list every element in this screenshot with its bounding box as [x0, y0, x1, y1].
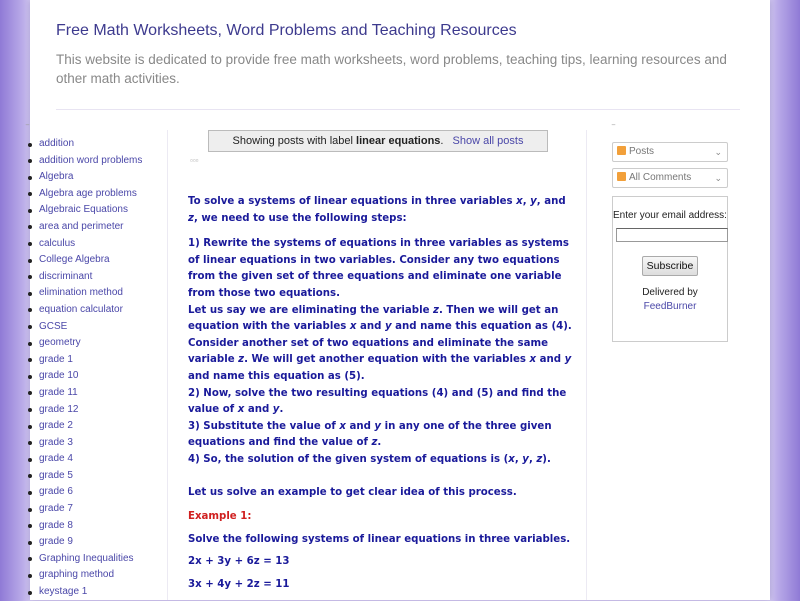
- header-divider: [56, 109, 740, 110]
- main-content: [188, 130, 578, 593]
- labels-list: [26, 136, 168, 601]
- post-step-4: 4) So, the solution of the given system of equations is (x, y, z).: [188, 453, 551, 465]
- feedburner-link[interactable]: FeedBurner: [643, 301, 697, 312]
- delivered-by-text: Delivered by: [642, 287, 698, 298]
- delivered-by: [613, 286, 727, 314]
- equation-2: 3x + 4y + 2z = 11: [188, 578, 290, 590]
- label-link[interactable]: grade 7: [26, 501, 168, 518]
- subscribe-button[interactable]: Subscribe: [642, 256, 699, 276]
- status-suffix: .: [440, 135, 444, 147]
- label-link[interactable]: addition: [26, 136, 168, 153]
- site-description: This website is dedicated to provide free math worksheets, word problems, teaching tips, learning resources and other math activities.: [56, 52, 727, 86]
- status-prefix: Showing posts with label: [232, 135, 353, 147]
- column-divider: [167, 130, 168, 600]
- equation-1: 2x + 3y + 6z = 13: [188, 556, 290, 568]
- label-link[interactable]: grade 12: [26, 402, 168, 419]
- email-prompt: Enter your email address:: [613, 210, 727, 221]
- label-link[interactable]: Algebra age problems: [26, 186, 168, 203]
- label-link[interactable]: grade 5: [26, 468, 168, 485]
- label-link[interactable]: area and perimeter: [26, 219, 168, 236]
- post-intro: To solve a systems of linear equations in three variables x, y, and z, we need to use the following steps:: [188, 196, 566, 224]
- subscribe-sidebar: [612, 126, 758, 342]
- example-intro: Let us solve an example to get clear idea of this process.: [188, 486, 517, 498]
- posts-feed-dropdown[interactable]: [612, 142, 728, 162]
- post-step-1: 1) Rewrite the systems of equations in three variables as systems of linear equations in two variables. Consider any two equations from the given set of three equations and eliminate one variable from those two equations.: [188, 238, 569, 299]
- label-link[interactable]: grade 9: [26, 534, 168, 551]
- email-subscribe-widget: [612, 196, 728, 342]
- rss-icon: [617, 172, 626, 181]
- widget-dash-mark: ‾: [612, 124, 615, 134]
- column-divider: [586, 130, 587, 600]
- example-title: Example 1:: [188, 511, 252, 523]
- labels-sidebar: [26, 126, 168, 601]
- label-link[interactable]: grade 11: [26, 385, 168, 402]
- chevron-down-icon: ⌄: [714, 147, 722, 157]
- example-task: Solve the following systems of linear equations in three variables.: [188, 533, 571, 545]
- label-link[interactable]: grade 8: [26, 518, 168, 535]
- post-body: [188, 194, 578, 593]
- post-step-2: 2) Now, solve the two resulting equations (4) and (5) and find the value of x and y.: [188, 387, 567, 416]
- label-link[interactable]: Algebraic Equations: [26, 202, 168, 219]
- label-link[interactable]: grade 4: [26, 451, 168, 468]
- label-link[interactable]: elimination method: [26, 285, 168, 302]
- comments-feed-label: All Comments: [629, 172, 692, 183]
- post-step-1b: Let us say we are eliminating the variable z. Then we will get an equation with the variables x and y and name this equation as (4).: [188, 304, 572, 333]
- label-link[interactable]: grade 6: [26, 484, 168, 501]
- label-link[interactable]: discriminant: [26, 269, 168, 286]
- label-link[interactable]: grade 3: [26, 435, 168, 452]
- label-link[interactable]: addition word problems: [26, 153, 168, 170]
- label-link[interactable]: grade 2: [26, 418, 168, 435]
- site-title[interactable]: Free Math Worksheets, Word Problems and Teaching Resources: [56, 22, 517, 39]
- label-link[interactable]: geometry: [26, 335, 168, 352]
- label-link[interactable]: grade 1: [26, 352, 168, 369]
- label-link[interactable]: calculus: [26, 236, 168, 253]
- spacer: [188, 227, 578, 236]
- site-header: [30, 0, 770, 88]
- status-message: [208, 130, 548, 152]
- label-link[interactable]: College Algebra: [26, 252, 168, 269]
- post-step-1c: Consider another set of two equations and eliminate the same variable z. We will get another equation with the variables x and y and name this equation as (5).: [188, 337, 572, 382]
- email-input[interactable]: [616, 228, 728, 242]
- posts-feed-label: Posts: [629, 146, 655, 157]
- show-all-posts-link[interactable]: Show all posts: [452, 135, 524, 147]
- status-label: linear equations: [356, 135, 441, 147]
- label-link[interactable]: graphing method: [26, 567, 168, 584]
- label-link[interactable]: GCSE: [26, 319, 168, 336]
- post-step-3: 3) Substitute the value of x and y in any one of the three given equations and find the value of z.: [188, 420, 552, 449]
- rss-icon: [617, 146, 626, 155]
- widget-dash-mark: ‾: [26, 124, 29, 134]
- spacer: [188, 469, 578, 485]
- comments-feed-dropdown[interactable]: [612, 168, 728, 188]
- chevron-down-icon: ⌄: [714, 173, 722, 183]
- label-link[interactable]: keystage 1: [26, 584, 168, 601]
- label-link[interactable]: Algebra: [26, 169, 168, 186]
- label-link[interactable]: equation calculator: [26, 302, 168, 319]
- label-link[interactable]: Graphing Inequalities: [26, 551, 168, 568]
- label-link[interactable]: grade 10: [26, 368, 168, 385]
- quick-edit-icon: ▫▫▫: [190, 156, 199, 165]
